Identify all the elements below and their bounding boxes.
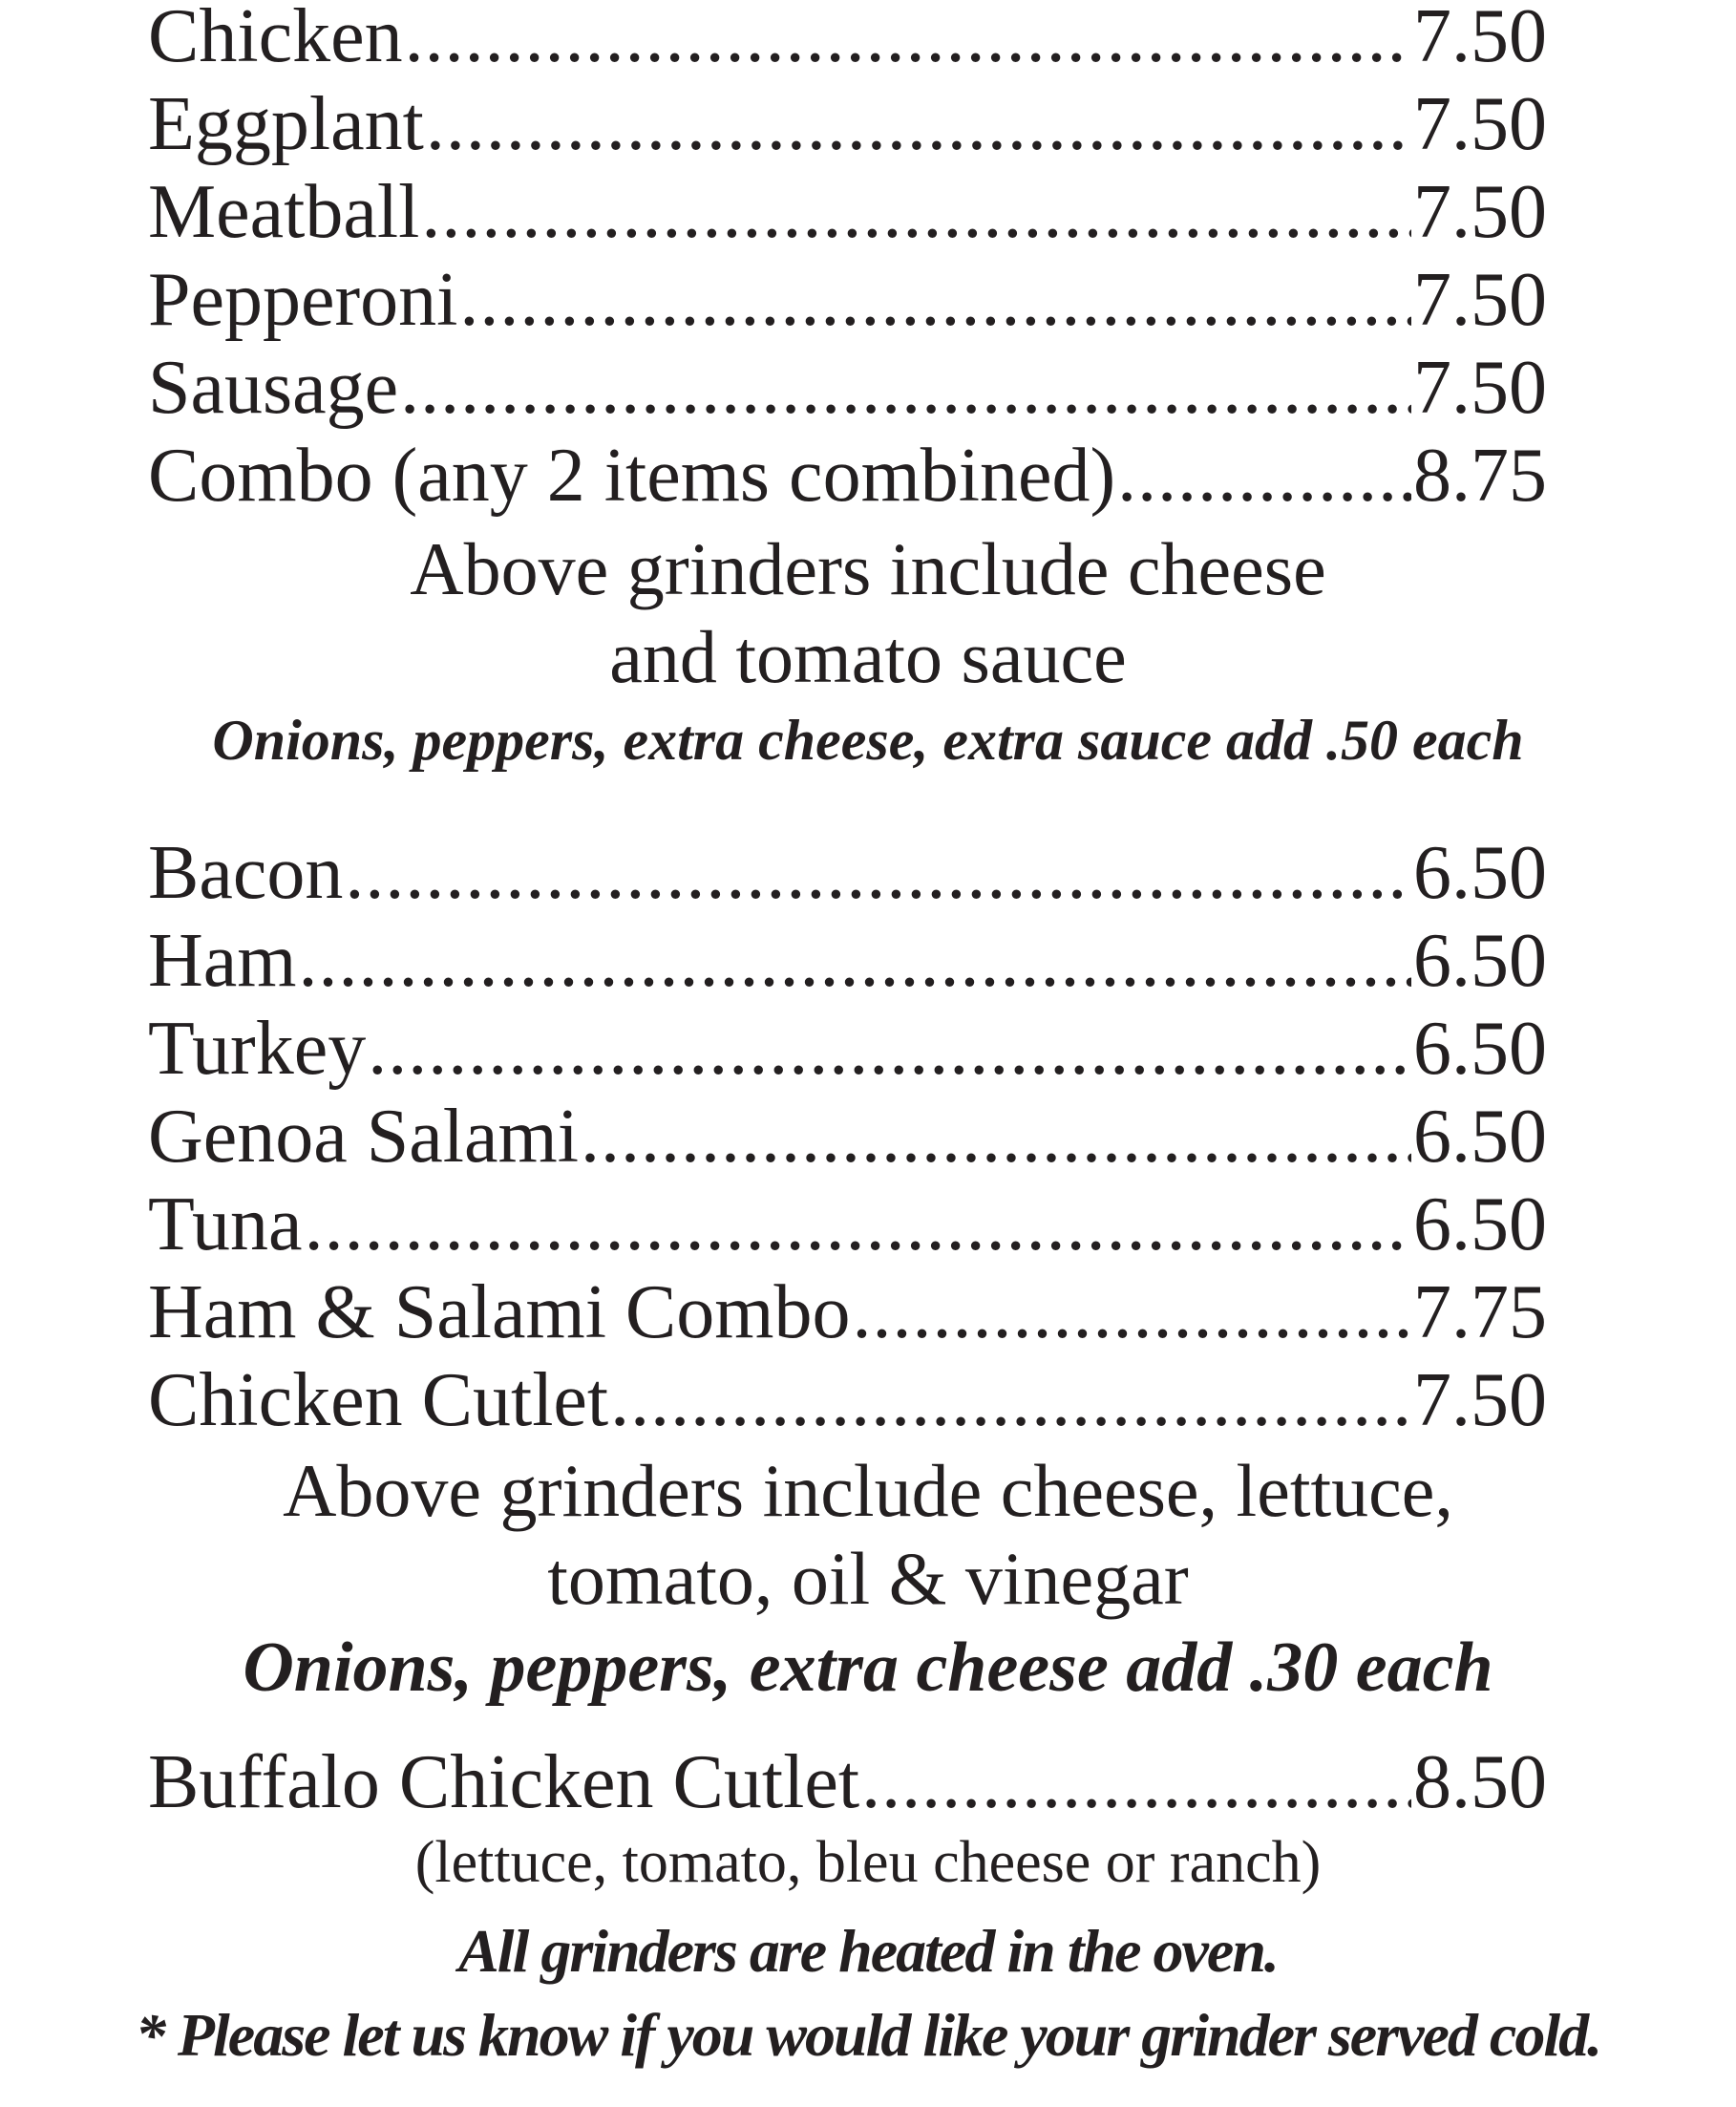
item-price: 8.50 xyxy=(1413,1740,1547,1824)
item-name: Sausage xyxy=(148,346,399,430)
section-note: Above grinders include cheese, lettuce, xyxy=(283,1449,1453,1532)
section-note: Above grinders include cheese xyxy=(410,527,1326,610)
menu-item xyxy=(148,917,1547,1005)
dot-leader xyxy=(400,344,1411,432)
dot-leader xyxy=(581,1093,1411,1181)
item-price: 8.75 xyxy=(1413,434,1547,518)
dot-leader xyxy=(345,829,1411,917)
menu-item xyxy=(148,1181,1547,1268)
item-price: 7.50 xyxy=(1413,258,1547,342)
item-description: (lettuce, tomato, bleu cheese or ranch) xyxy=(414,1830,1322,1895)
menu-item xyxy=(148,432,1547,520)
item-price: 7.50 xyxy=(1413,170,1547,254)
menu-item xyxy=(148,344,1547,432)
item-name: Chicken xyxy=(148,0,403,78)
item-price: 6.50 xyxy=(1413,1007,1547,1091)
item-name: Tuna xyxy=(148,1182,303,1266)
item-name: Turkey xyxy=(148,1007,367,1091)
item-name: Meatball xyxy=(148,170,420,254)
footer-note: All grinders are heated in the oven. xyxy=(458,1917,1278,1985)
item-name: Combo (any 2 items combined) xyxy=(148,434,1116,518)
item-price: 7.50 xyxy=(1413,346,1547,430)
item-name: Bacon xyxy=(148,831,344,915)
item-price: 7.50 xyxy=(1413,1358,1547,1442)
item-price: 6.50 xyxy=(1413,1095,1547,1179)
item-name: Pepperoni xyxy=(148,258,458,342)
item-name: Eggplant xyxy=(148,82,424,166)
dot-leader xyxy=(421,168,1411,256)
item-price: 6.50 xyxy=(1413,919,1547,1003)
item-price: 7.75 xyxy=(1413,1270,1547,1354)
menu-item xyxy=(148,1356,1547,1444)
section-note: tomato, oil & vinegar xyxy=(547,1537,1189,1620)
dot-leader xyxy=(861,1738,1411,1826)
item-name: Ham & Salami Combo xyxy=(148,1270,851,1354)
dot-leader xyxy=(853,1268,1411,1356)
dot-leader xyxy=(610,1356,1411,1444)
dot-leader xyxy=(305,1181,1411,1268)
menu-item xyxy=(148,1005,1547,1093)
section-note: and tomato sauce xyxy=(609,615,1127,698)
menu-item xyxy=(148,1093,1547,1181)
footer-note: * Please let us know if you would like your grinder served cold. xyxy=(135,2001,1601,2069)
dot-leader xyxy=(368,1005,1411,1093)
item-name: Buffalo Chicken Cutlet xyxy=(148,1740,860,1824)
item-price: 7.50 xyxy=(1413,82,1547,166)
addon-note: Onions, peppers, extra cheese, extra sauce add .50 each xyxy=(212,709,1524,772)
dot-leader xyxy=(426,80,1411,168)
item-price: 7.50 xyxy=(1413,0,1547,78)
menu-item xyxy=(148,80,1547,168)
menu-item xyxy=(148,1268,1547,1356)
item-name: Ham xyxy=(148,919,297,1003)
menu-item xyxy=(148,168,1547,256)
menu-item xyxy=(148,256,1547,344)
item-price: 6.50 xyxy=(1413,831,1547,915)
menu-item xyxy=(148,1738,1547,1826)
menu-item xyxy=(148,0,1547,80)
dot-leader xyxy=(405,0,1411,80)
item-name: Chicken Cutlet xyxy=(148,1358,609,1442)
menu-item xyxy=(148,829,1547,917)
addon-note: Onions, peppers, extra cheese add .30 each xyxy=(243,1628,1493,1707)
item-name: Genoa Salami xyxy=(148,1095,579,1179)
item-price: 6.50 xyxy=(1413,1182,1547,1266)
dot-leader xyxy=(459,256,1411,344)
dot-leader xyxy=(299,917,1411,1005)
dot-leader xyxy=(1117,432,1411,520)
